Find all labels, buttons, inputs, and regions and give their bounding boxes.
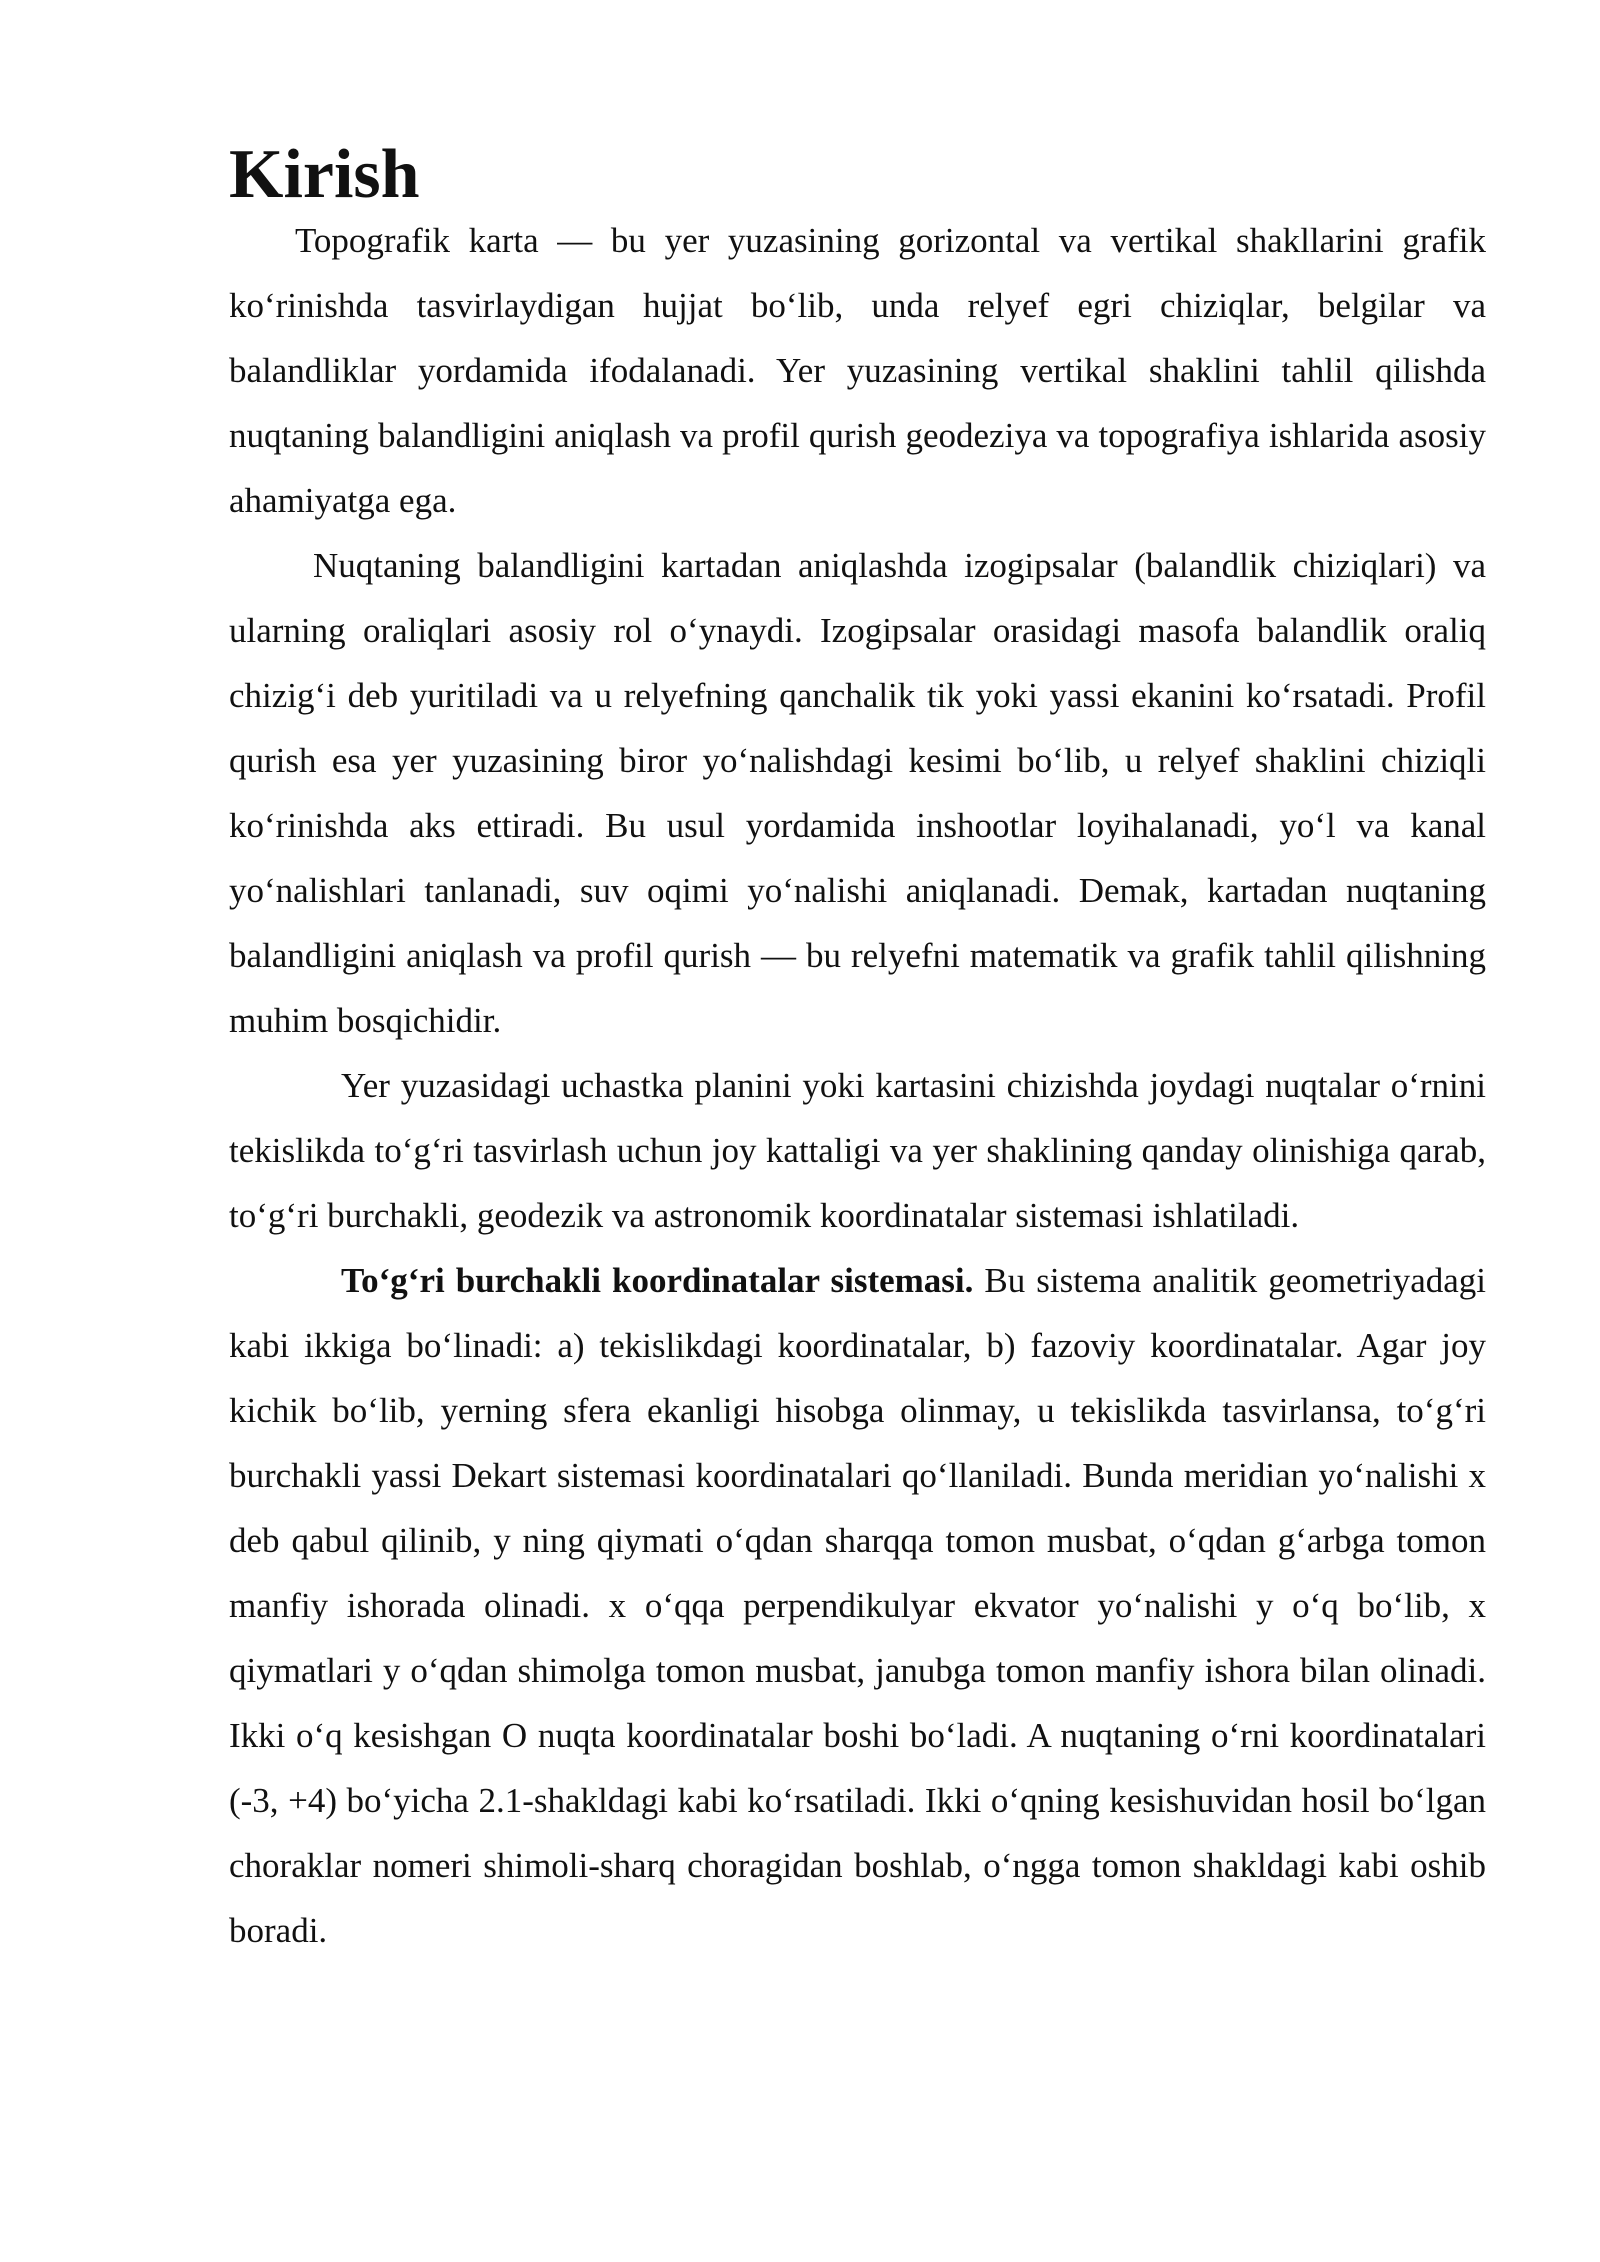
paragraph-cartesian-system [229,1248,1486,1963]
section-text: Bu sistema analitik geometriyadagi kabi ikkiga bo‘linadi: a) tekislikdagi koordinatalar, b) fazoviy koordinatalar. Agar joy kichik bo‘lib, yerning sfera ekanligi hisobga olinmay, u tekislikda tasvirlansa, to‘g‘ri burchakli yassi Dekart sistemasi koordinatalari qo‘llaniladi. Bunda meridian yo‘nalishi x deb qabul qilinib, y ning qiymati o‘qdan sharqqa tomon musbat, o‘qdan g‘arbga tomon manfiy ishorada olinadi. x o‘qqa perpendikulyar ekvator yo‘nalishi y o‘q bo‘lib, x qiymatlari y o‘qdan shimolga tomon musbat, janubga tomon manfiy ishora bilan olinadi. Ikki o‘q kesishgan O nuqta koordinatalar boshi bo‘ladi. A nuqtaning o‘rni koordinatalari (-3, +4) bo‘yicha 2.1-shakldagi kabi ko‘rsatiladi. Ikki o‘qning kesishuvidan hosil bo‘lgan choraklar nomeri shimoli-sharq choragidan boshlab, o‘ngga tomon shakldagi kabi oshib boradi. [229,1261,1486,1950]
page-heading: Kirish [229,136,420,213]
paragraph-intro: Topografik karta — bu yer yuzasining gorizontal va vertikal shakllarini grafik ko‘rinishda tasvirlaydigan hujjat bo‘lib, unda relyef egri chiziqlar, belgilar va balandliklar yordamida ifodalanadi. Yer yuzasining vertikal shaklini tahlil qilishda nuqtaning balandligini aniqlash va profil qurish geodeziya va topografiya ishlarida asosiy ahamiyatga ega. [229,221,1486,520]
section-title: To‘g‘ri burchakli koordinatalar sistemasi. [341,1261,974,1300]
paragraph-coordinate-systems: Yer yuzasidagi uchastka planini yoki kartasini chizishda joydagi nuqtalar o‘rnini tekislikda to‘g‘ri tasvirlash uchun joy kattaligi va yer shaklining qanday olinishiga qarab, to‘g‘ri burchakli, geodezik va astronomik koordinatalar sistemasi ishlatiladi. [229,1066,1486,1235]
paragraph-height-determination: Nuqtaning balandligini kartadan aniqlashda izogipsalar (balandlik chiziqlari) va ularning oraliqlari asosiy rol o‘ynaydi. Izogipsalar orasidagi masofa balandlik oraliq chizig‘i deb yuritiladi va u relyefning qanchalik tik yoki yassi ekanini ko‘rsatadi. Profil qurish esa yer yuzasining biror yo‘nalishdagi kesimi bo‘lib, u relyef shaklini chiziqli ko‘rinishda aks ettiradi. Bu usul yordamida inshootlar loyihalanadi, yo‘l va kanal yo‘nalishlari tanlanadi, suv oqimi yo‘nalishi aniqlanadi. Demak, kartadan nuqtaning balandligini aniqlash va profil qurish — bu relyefni matematik va grafik tahlil qilishning muhim bosqichidir. [229,546,1486,1040]
page-content [229,136,1486,1963]
